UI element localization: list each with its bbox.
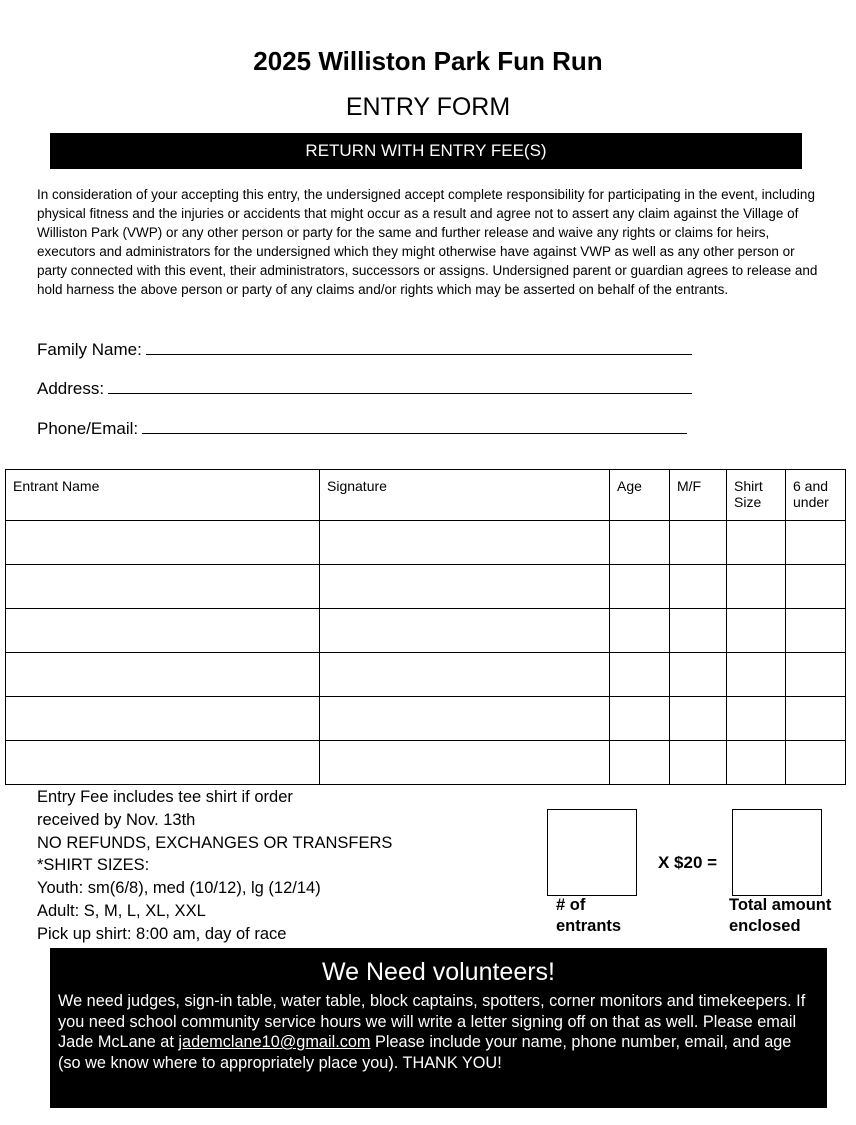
col-shirt-size: Shirt Size bbox=[727, 470, 786, 521]
volunteers-text bbox=[58, 991, 818, 1073]
fee-line: Entry Fee includes tee shirt if order bbox=[37, 788, 293, 806]
cell-signature[interactable] bbox=[320, 565, 610, 609]
cell-shirt-size[interactable] bbox=[727, 697, 786, 741]
total-amount-box[interactable] bbox=[732, 809, 822, 896]
volunteer-email-link[interactable]: jademclane10@gmail.com bbox=[178, 1033, 371, 1051]
cell-mf[interactable] bbox=[670, 565, 727, 609]
table-row bbox=[6, 565, 846, 609]
cell-shirt-size[interactable] bbox=[727, 741, 786, 785]
entrants-label-line: # of bbox=[556, 896, 586, 914]
cell-entrant-name[interactable] bbox=[6, 653, 320, 697]
phone-email-line[interactable] bbox=[142, 418, 687, 434]
family-name-field bbox=[37, 339, 692, 360]
fee-line: received by Nov. 13th bbox=[37, 810, 196, 829]
cell-mf[interactable] bbox=[670, 609, 727, 653]
cell-six-under[interactable] bbox=[786, 565, 846, 609]
cell-six-under[interactable] bbox=[786, 609, 846, 653]
cell-age[interactable] bbox=[610, 609, 670, 653]
cell-signature[interactable] bbox=[320, 741, 610, 785]
entrants-count-label bbox=[556, 895, 621, 937]
table-header-row bbox=[6, 470, 846, 521]
cell-mf[interactable] bbox=[670, 741, 727, 785]
col-signature: Signature bbox=[320, 470, 610, 521]
volunteers-text-after: Please include your name, phone number, email, and age (so we know where to appropriately place you). THANK YOU! bbox=[58, 1033, 792, 1072]
form-title: 2025 Williston Park Fun Run bbox=[253, 46, 603, 76]
col-entrant-name: Entrant Name bbox=[6, 470, 320, 521]
cell-six-under[interactable] bbox=[786, 653, 846, 697]
cell-entrant-name[interactable] bbox=[6, 521, 320, 565]
cell-six-under[interactable] bbox=[786, 521, 846, 565]
volunteers-text-before: We need judges, sign-in table, water table, block captains, spotters, corner monitors and timekeepers. If you need school community service hours we will write a letter signing off on that as well. Please email Jade McLane at bbox=[58, 992, 806, 1051]
table-row bbox=[6, 741, 846, 785]
family-name-label: Family Name: bbox=[37, 340, 142, 359]
volunteers-box bbox=[50, 948, 827, 1108]
table-row bbox=[6, 609, 846, 653]
entrants-label-line: entrants bbox=[556, 917, 622, 935]
fee-line: Adult: S, M, L, XL, XXL bbox=[37, 901, 206, 920]
address-label: Address: bbox=[37, 379, 105, 398]
col-age: Age bbox=[610, 470, 670, 521]
cell-age[interactable] bbox=[610, 653, 670, 697]
cell-six-under[interactable] bbox=[786, 741, 846, 785]
cell-entrant-name[interactable] bbox=[6, 609, 320, 653]
cell-mf[interactable] bbox=[670, 521, 727, 565]
cell-mf[interactable] bbox=[670, 697, 727, 741]
cell-age[interactable] bbox=[610, 741, 670, 785]
cell-shirt-size[interactable] bbox=[727, 565, 786, 609]
family-name-line[interactable] bbox=[146, 339, 692, 355]
return-banner: RETURN WITH ENTRY FEE(S) bbox=[50, 133, 802, 169]
address-line[interactable] bbox=[108, 378, 692, 394]
col-mf: M/F bbox=[670, 470, 727, 521]
cell-age[interactable] bbox=[610, 521, 670, 565]
cell-six-under[interactable] bbox=[786, 697, 846, 741]
fee-info bbox=[37, 786, 392, 946]
cell-age[interactable] bbox=[610, 565, 670, 609]
total-amount-label bbox=[729, 895, 831, 937]
waiver-text: In consideration of your accepting this entry, the undersigned accept complete responsibility for participating in the event, including physical fitness and the injuries or accidents that might occur as a result and agree not to assert any claim against the Village of Williston Park (VWP) or any other person or party for the same and further release and waive any rights or claims for heirs, executors and administrators for the undersigned which they might otherwise have against VWP as well as any other person or party connected with this event, their administrators, successors or assigns. Undersigned parent or guardian agrees to release and hold harness the above person or party of any claims and/or rights which may be asserted on behalf of the entrants. bbox=[37, 187, 818, 297]
cell-entrant-name[interactable] bbox=[6, 741, 320, 785]
fee-line: Youth: sm(6/8), med (10/12), lg (12/14) bbox=[37, 879, 321, 898]
fee-line: *SHIRT SIZES: bbox=[37, 856, 150, 875]
cell-mf[interactable] bbox=[670, 653, 727, 697]
cell-signature[interactable] bbox=[320, 697, 610, 741]
cell-age[interactable] bbox=[610, 697, 670, 741]
cell-signature[interactable] bbox=[320, 653, 610, 697]
cell-entrant-name[interactable] bbox=[6, 697, 320, 741]
phone-email-label: Phone/Email: bbox=[37, 419, 139, 438]
cell-entrant-name[interactable] bbox=[6, 565, 320, 609]
cell-shirt-size[interactable] bbox=[727, 653, 786, 697]
address-field bbox=[37, 378, 692, 399]
cell-signature[interactable] bbox=[320, 521, 610, 565]
fee-line: NO REFUNDS, EXCHANGES OR TRANSFERS bbox=[37, 833, 393, 852]
entrants-count-box[interactable] bbox=[547, 809, 637, 896]
col-six-under: 6 and under bbox=[786, 470, 846, 521]
cell-signature[interactable] bbox=[320, 609, 610, 653]
total-label-line: Total amount bbox=[729, 896, 832, 914]
table-row bbox=[6, 521, 846, 565]
form-subtitle: ENTRY FORM bbox=[345, 93, 511, 121]
phone-email-field bbox=[37, 418, 687, 439]
table-row bbox=[6, 697, 846, 741]
fee-multiplier: X $20 = bbox=[658, 853, 718, 872]
total-label-line: enclosed bbox=[729, 917, 801, 935]
table-row bbox=[6, 653, 846, 697]
fee-line: Pick up shirt: 8:00 am, day of race bbox=[37, 924, 287, 943]
volunteers-heading: We Need volunteers! bbox=[322, 958, 555, 986]
cell-shirt-size[interactable] bbox=[727, 521, 786, 565]
entrants-table bbox=[5, 469, 846, 785]
cell-shirt-size[interactable] bbox=[727, 609, 786, 653]
